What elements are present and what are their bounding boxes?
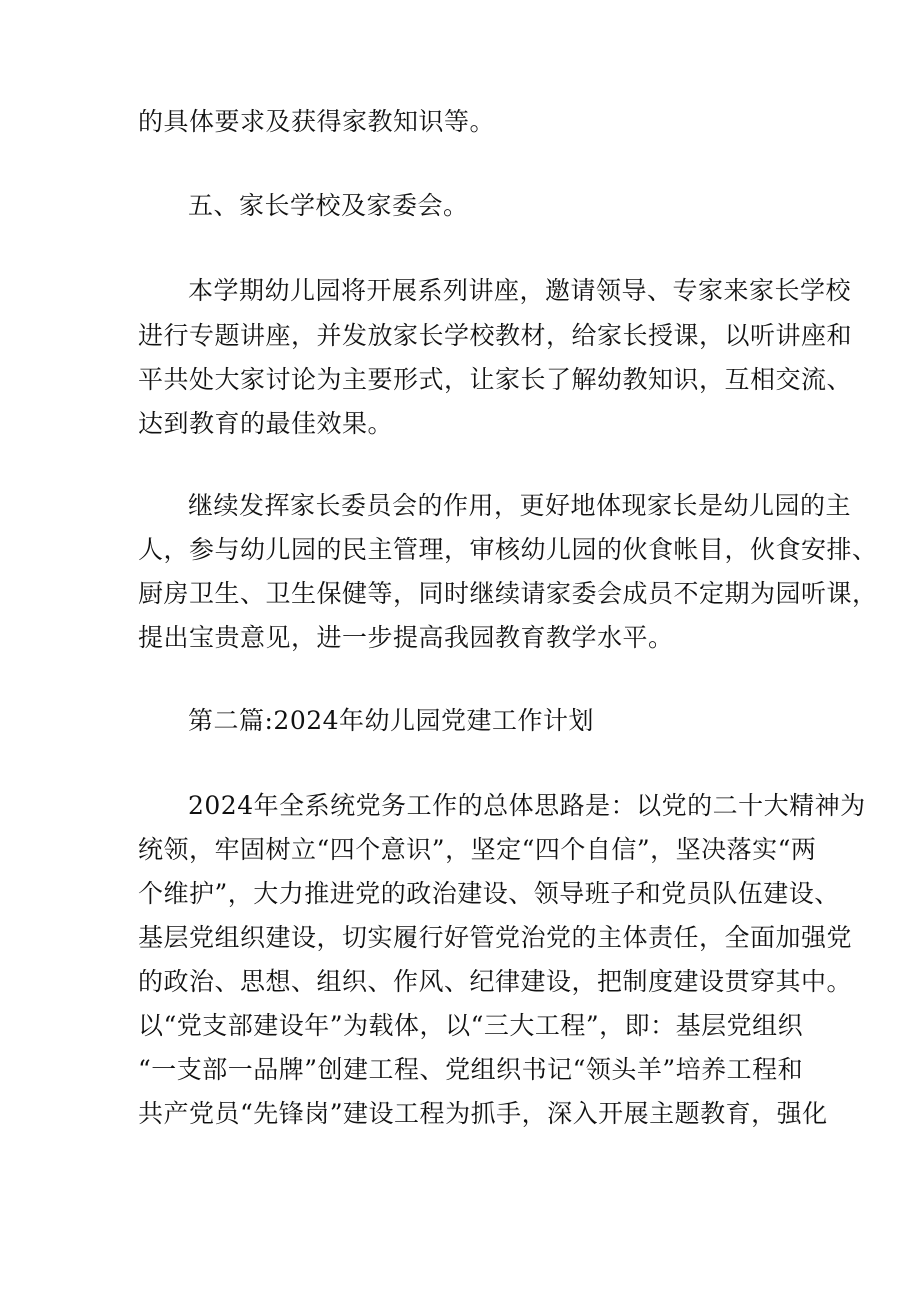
text-line: 平共处大家讨论为主要形式，让家长了解幼教知识，互相交流、 bbox=[138, 365, 853, 394]
text-line: 继续发挥家长委员会的作用，更好地体现家长是幼儿园的主 bbox=[188, 491, 852, 520]
text-line: 以“党支部建设年”为载体，以“三大工程”，即：基层党组织 bbox=[138, 1011, 804, 1040]
text-line: 的政治、思想、组织、作风、纪律建设，把制度建设贯穿其中。 bbox=[138, 967, 853, 996]
text-line: 厨房卫生、卫生保健等，同时继续请家委会成员不定期为园听课， bbox=[138, 579, 878, 608]
text-line: 提出宝贵意见，进一步提高我园教育教学水平。 bbox=[138, 623, 674, 652]
text-line: 2024年全系统党务工作的总体思路是：以党的二十大精神为 bbox=[188, 791, 866, 820]
text-line: 进行专题讲座，并发放家长学校教材，给家长授课，以听讲座和 bbox=[138, 321, 853, 350]
text-line: 人，参与幼儿园的民主管理，审核幼儿园的伙食帐目，伙食安排、 bbox=[138, 535, 878, 564]
text-line: 本学期幼儿园将开展系列讲座，邀请领导、专家来家长学校 bbox=[188, 276, 852, 305]
text-line: 基层党组织建设，切实履行好管党治党的主体责任，全面加强党 bbox=[138, 923, 853, 952]
text-line: 个维护”，大力推进党的政治建设、领导班子和党员队伍建设、 bbox=[138, 879, 840, 908]
chapter-heading: 第二篇:2024年幼儿园党建工作计划 bbox=[188, 706, 595, 735]
text-line: “一支部一品牌”创建工程、党组织书记“领头羊”培养工程和 bbox=[138, 1055, 804, 1084]
text-line: 达到教育的最佳效果。 bbox=[138, 409, 394, 438]
text-line: 共产党员“先锋岗”建设工程为抓手，深入开展主题教育，强化 bbox=[138, 1099, 828, 1128]
section-heading: 五、家长学校及家委会。 bbox=[188, 191, 469, 220]
text-line: 统领，牢固树立“四个意识”，坚定“四个自信”，坚决落实“两 bbox=[138, 835, 817, 864]
text-line: 的具体要求及获得家教知识等。 bbox=[138, 107, 496, 136]
